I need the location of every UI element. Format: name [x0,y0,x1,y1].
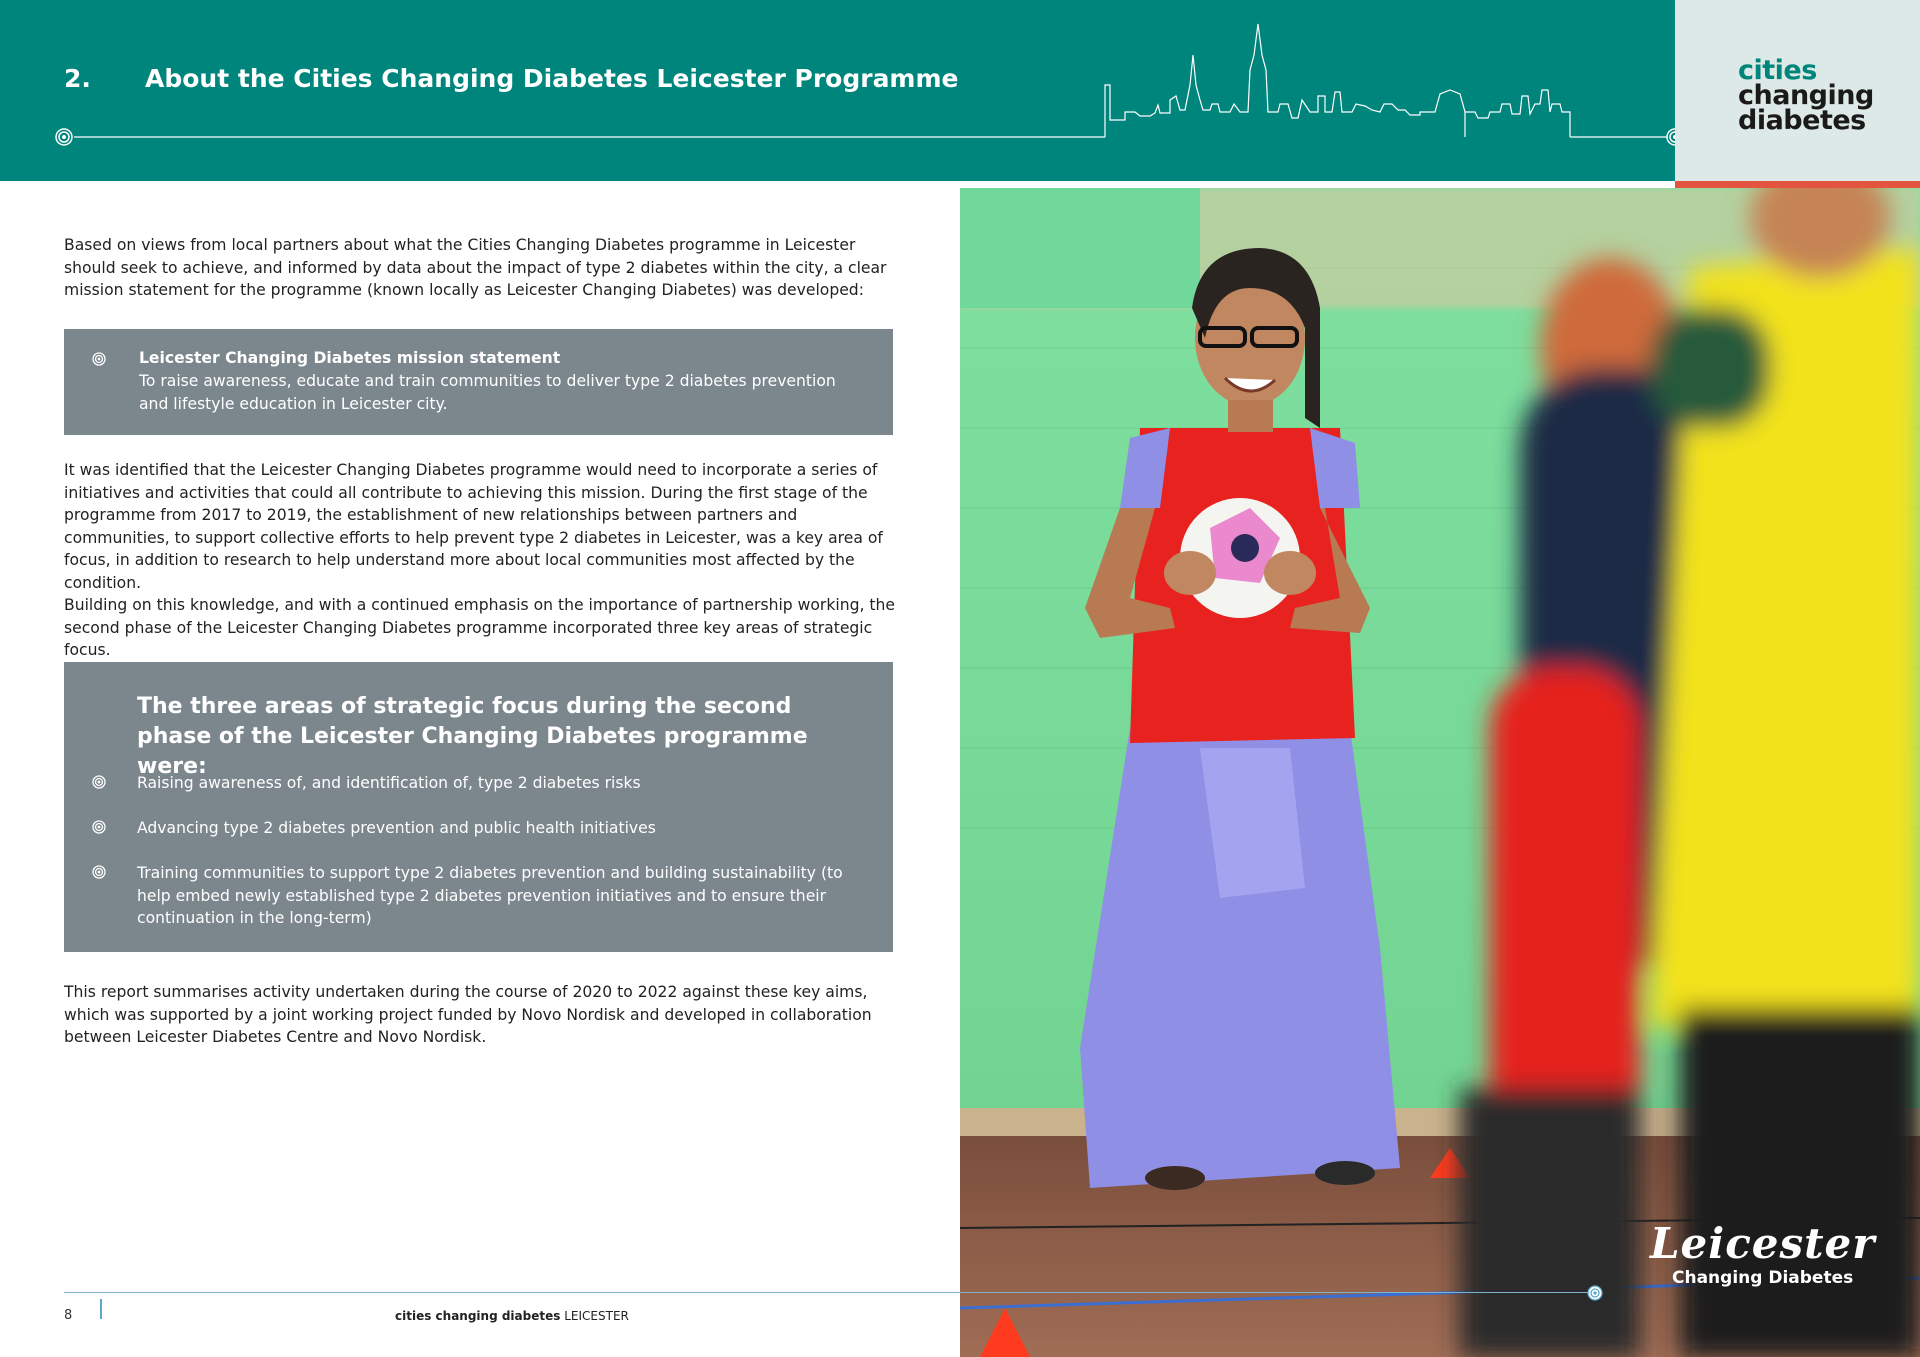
target-bullet-icon [92,775,106,789]
changing-diabetes-wordmark: Changing Diabetes [1672,1268,1854,1288]
logo-line-3: diabetes [1738,105,1866,136]
mission-text: To raise awareness, educate and train communities to deliver type 2 diabetes prevention and lifestyle education in Leicester city. [139,372,836,413]
mission-box [64,329,893,435]
accent-bar [1675,181,1920,188]
footer-brand-light: LEICESTER [564,1309,629,1323]
footer-divider [64,1292,1594,1293]
footer-brand [395,1309,629,1323]
section-number: 2. [64,64,91,93]
target-icon [1667,129,1675,145]
footer-brand-bold: cities changing diabetes [395,1309,561,1323]
paragraph-summary: This report summarises activity undertaken during the course of 2020 to 2022 against these key aims, which was supported by a joint working project funded by Novo Nordisk and developed in collaboration between Leicester Diabetes Centre and Novo Nordisk. [64,983,872,1046]
paragraph-identified: It was identified that the Leicester Changing Diabetes programme would need to incorporate a series of initiatives and activities that could all contribute to achieving this mission. During the first stage of the programme from 2017 to 2019, the establishment of new relationships between partners and communities, to support collective efforts to help prevent type 2 diabetes in Leicester, was a key area of focus, in addition to research to help understand more about local communities most affected by the condition. [64,461,883,592]
page-header [0,0,1675,181]
strategic-focus-box [64,662,893,952]
target-bullet-icon [92,820,106,834]
focus-title: The three areas of strategic focus during the second phase of the Leicester Changing Diabetes programme were: [137,694,808,779]
logo-line-1: cities [1738,55,1817,86]
focus-item: Advancing type 2 diabetes prevention and public health initiatives [137,819,656,837]
footer-tick [100,1299,102,1319]
cities-changing-diabetes-logo [1738,55,1874,136]
mission-title: Leicester Changing Diabetes mission statement [139,349,561,367]
focus-item: Raising awareness of, and identification of, type 2 diabetes risks [137,774,641,792]
intro-paragraph: Based on views from local partners about what the Cities Changing Diabetes programme in Leicester should seek to achieve, and informed by data about the impact of type 2 diabetes within the city, a clear mission statement for the programme (known locally as Leicester Changing Diabetes) was developed: [64,236,887,299]
photo-woman-with-ball [960,188,1920,1357]
paragraph-building: Building on this knowledge, and with a continued emphasis on the importance of partnership working, the second phase of the Leicester Changing Diabetes programme incorporated three key areas of strategic focus. [64,596,895,659]
page-title: About the Cities Changing Diabetes Leicester Programme [145,64,959,93]
leicester-changing-diabetes-logo [1650,1219,1876,1288]
leicester-wordmark: Leicester [1650,1219,1876,1268]
target-icon [1587,1285,1603,1301]
page-number: 8 [64,1308,73,1323]
target-bullet-icon [92,352,106,366]
logo-line-2: changing [1738,80,1874,111]
focus-item: Training communities to support type 2 diabetes prevention and building sustainability (to help embed newly established type 2 diabetes prevention initiatives and to ensure their continuation in the long-term) [137,864,843,927]
target-bullet-icon [92,865,106,879]
target-icon [56,129,72,145]
